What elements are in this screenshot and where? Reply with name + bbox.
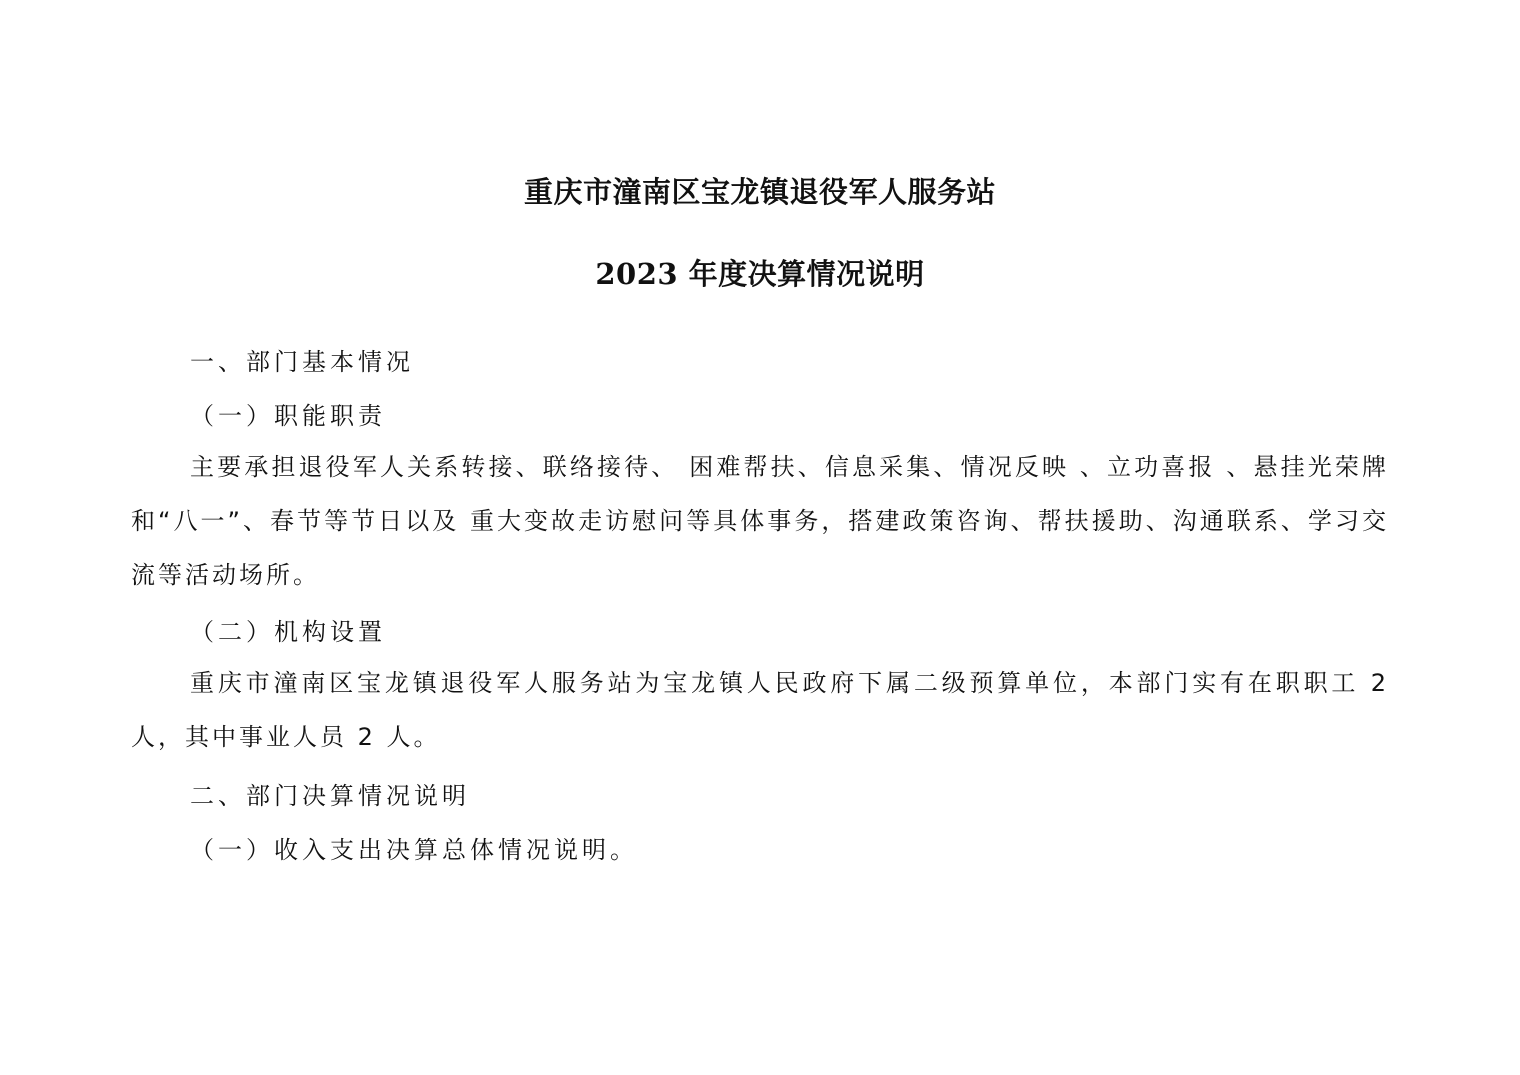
paragraph-organization: 重庆市潼南区宝龙镇退役军人服务站为宝龙镇人民政府下属二级预算单位，本部门实有在职职工 2 人，其中事业人员 2 人。 — [131, 669, 1389, 751]
paragraph-functions: 主要承担退役军人关系转接、联络接待、 困难帮扶、信息采集、情况反映 、立功喜报 、悬挂光荣牌和“八一”、春节等节日以及 重大变故走访慰问等具体事务，搭建政策咨询、帮扶援助、沟通联系、学习交流等活动场所。 — [131, 453, 1389, 589]
subsection-heading-income-expense: （一）收入支出决算总体情况说明。 — [190, 836, 638, 864]
subsection-heading-organization: （二）机构设置 — [190, 618, 386, 646]
subsection-heading-functions: （一）职能职责 — [190, 402, 386, 430]
section-heading-final-accounts: 二、部门决算情况说明 — [190, 782, 470, 810]
document-subtitle: 2023 年度决算情况说明 — [595, 257, 925, 291]
section-heading-basic-info: 一、部门基本情况 — [190, 348, 414, 376]
document-title: 重庆市潼南区宝龙镇退役军人服务站 — [523, 175, 996, 209]
